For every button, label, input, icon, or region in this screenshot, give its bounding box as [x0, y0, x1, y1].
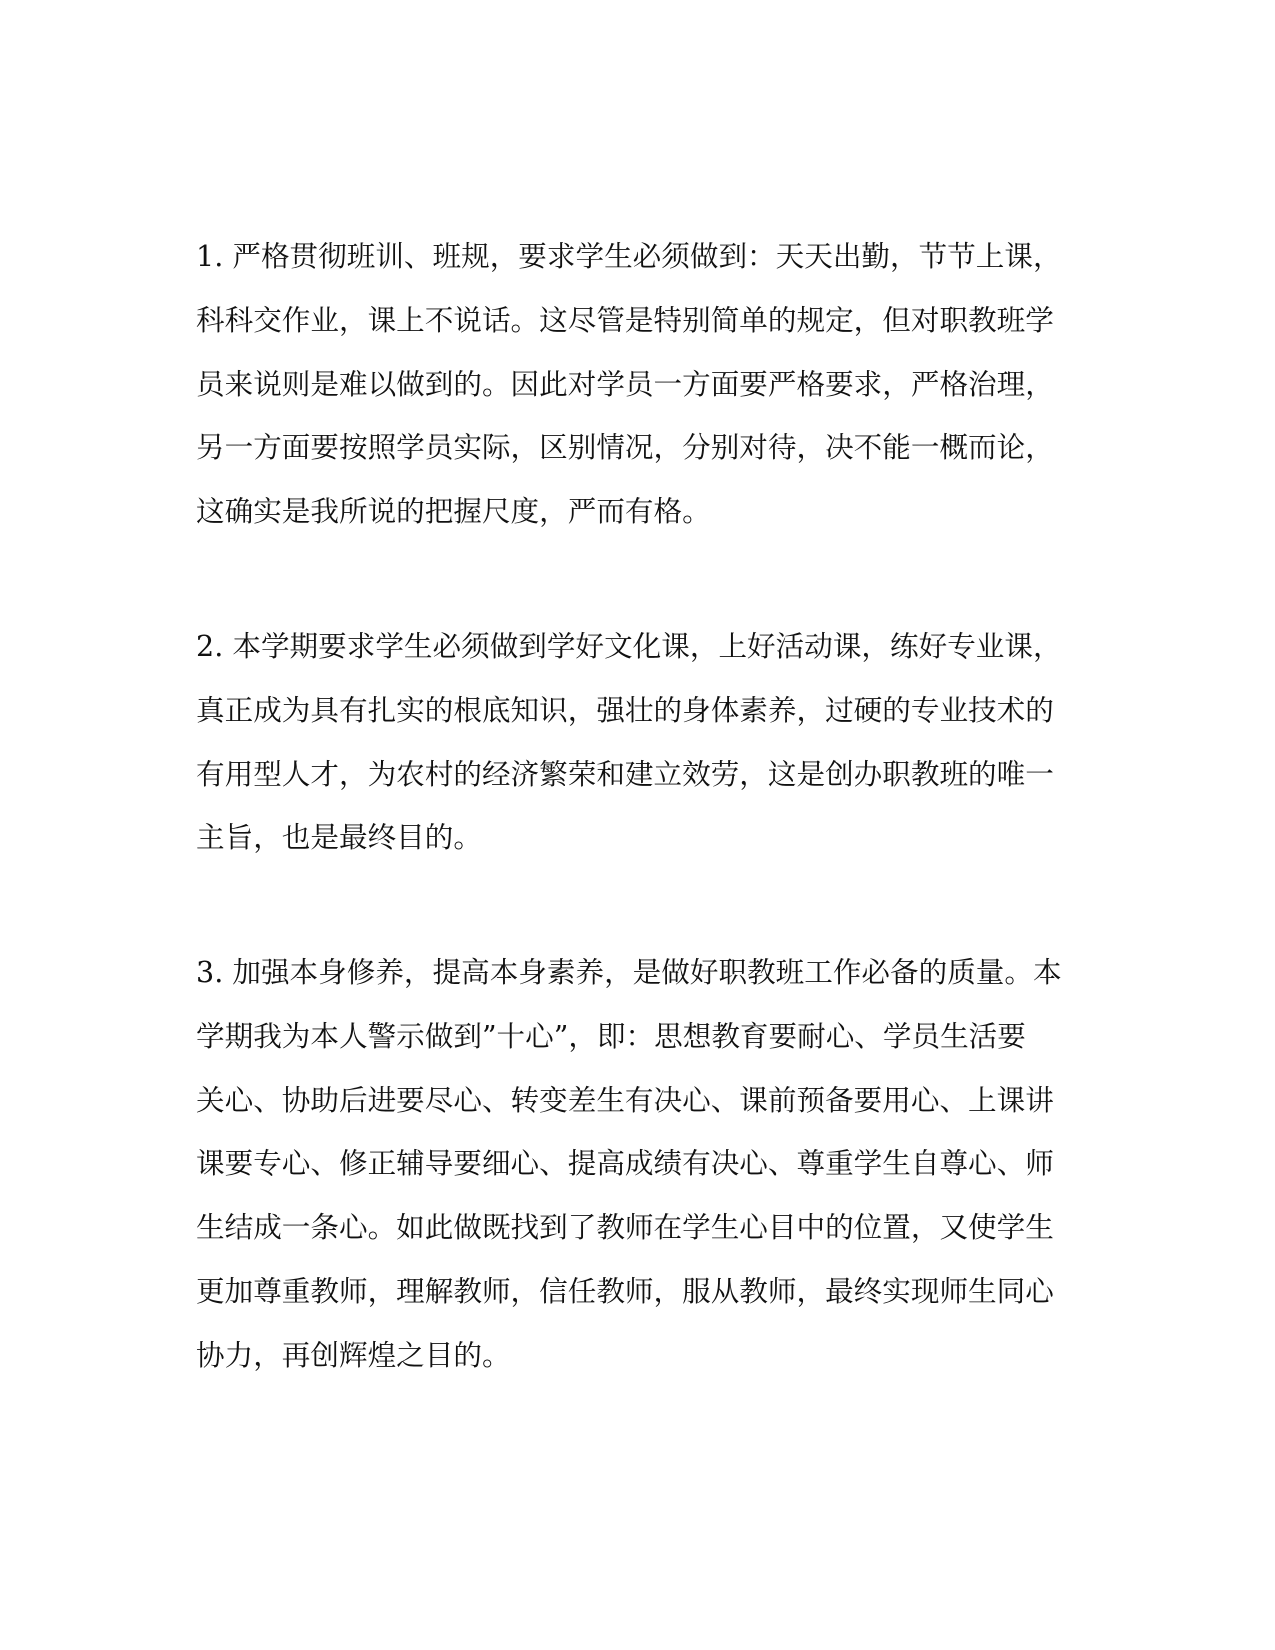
paragraph-line: 3. 加强本身修养，提高本身素养，是做好职教班工作必备的质量。本 [196, 955, 1062, 989]
paragraph-3 [196, 941, 1076, 1388]
paragraph-line: 学期我为本人警示做到”十心”，即：思想教育要耐心、学员生活要 [196, 1018, 1026, 1053]
paragraph-line: 协力，再创辉煌之目的。 [196, 1337, 511, 1372]
paragraph-line: 课要专心、修正辅导要细心、提高成绩有决心、尊重学生自尊心、师 [196, 1146, 1054, 1181]
paragraph-2 [196, 615, 1076, 870]
paragraph-line: 另一方面要按照学员实际，区别情况，分别对待，决不能一概而论， [196, 430, 1054, 465]
paragraph-line: 这确实是我所说的把握尺度，严而有格。 [196, 494, 711, 529]
paragraph-1 [196, 225, 1076, 544]
paragraph-line: 生结成一条心。如此做既找到了教师在学生心目中的位置，又使学生 [196, 1210, 1054, 1245]
paragraph-line: 更加尊重教师，理解教师，信任教师，服从教师，最终实现师生同心 [196, 1273, 1054, 1308]
paragraph-line: 主旨，也是最终目的。 [196, 820, 482, 855]
paragraph-line: 有用型人才，为农村的经济繁荣和建立效劳，这是创办职教班的唯一 [196, 756, 1054, 791]
paragraph-line: 2. 本学期要求学生必须做到学好文化课，上好活动课，练好专业课， [196, 629, 1062, 663]
paragraph-line: 关心、协助后进要尽心、转变差生有决心、课前预备要用心、上课讲 [196, 1082, 1054, 1117]
paragraph-line: 科科交作业，课上不说话。这尽管是特别简单的规定，但对职教班学 [196, 302, 1054, 337]
paragraph-line: 员来说则是难以做到的。因此对学员一方面要严格要求，严格治理， [196, 366, 1054, 401]
paragraph-line: 真正成为具有扎实的根底知识，强壮的身体素养，过硬的专业技术的 [196, 692, 1054, 727]
paragraph-line: 1. 严格贯彻班训、班规，要求学生必须做到：天天出勤，节节上课， [196, 239, 1062, 273]
